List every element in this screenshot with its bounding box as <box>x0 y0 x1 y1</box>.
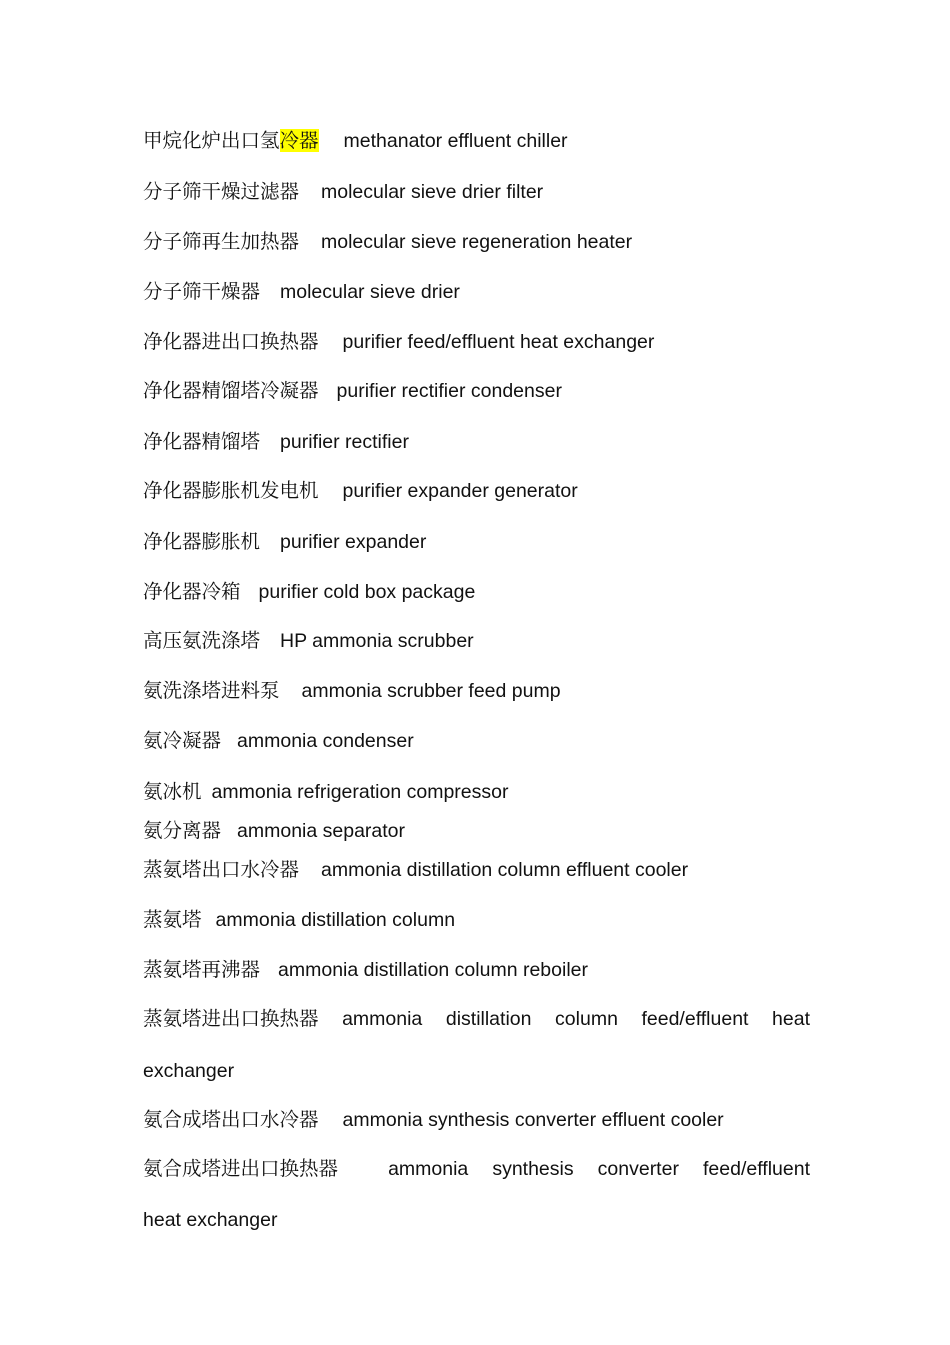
glossary-entry <box>143 780 508 804</box>
english-word: ammonia <box>342 1008 423 1030</box>
english-term: methanator effluent chiller <box>343 130 568 152</box>
chinese-term: 净化器冷箱 <box>143 580 241 603</box>
glossary-entry <box>143 580 475 604</box>
glossary-entry <box>143 819 405 843</box>
chinese-term: 氨冷凝器 <box>143 729 222 752</box>
english-term: ammonia distillation column reboiler <box>278 959 588 981</box>
glossary-entry <box>143 858 688 882</box>
glossary-entry <box>143 379 562 403</box>
glossary-entry <box>143 908 455 932</box>
glossary-entry <box>143 1157 810 1181</box>
glossary-entry <box>143 1007 810 1031</box>
english-term: heat exchanger <box>143 1209 278 1231</box>
english-word: feed/effluent <box>641 1008 749 1030</box>
english-word: heat <box>772 1008 810 1030</box>
chinese-term: 氨冰机 <box>143 780 202 803</box>
english-word: synthesis <box>492 1158 574 1180</box>
chinese-term: 分子筛干燥器 <box>143 280 261 303</box>
glossary-entry <box>143 958 588 982</box>
chinese-term: 氨合成塔出口水冷器 <box>143 1108 319 1131</box>
english-term: purifier feed/effluent heat exchanger <box>342 331 655 353</box>
glossary-entry <box>143 1108 724 1132</box>
glossary-entry <box>143 629 474 653</box>
glossary-entry-continuation <box>143 1208 277 1232</box>
chinese-term: 分子筛干燥过滤器 <box>143 180 300 203</box>
english-word: feed/effluent <box>703 1158 810 1180</box>
chinese-term: 蒸氨塔进出口换热器 <box>143 1007 319 1030</box>
chinese-term: 氨合成塔进出口换热器 <box>143 1157 339 1180</box>
english-term: ammonia synthesis converter effluent cooler <box>342 1109 724 1131</box>
chinese-term: 蒸氨塔出口水冷器 <box>143 858 300 881</box>
english-term: molecular sieve regeneration heater <box>321 231 633 253</box>
glossary-entry <box>143 330 654 354</box>
chinese-term: 蒸氨塔再沸器 <box>143 958 261 981</box>
glossary-entry <box>143 479 578 503</box>
english-term: ammonia condenser <box>237 730 414 752</box>
english-word: converter <box>597 1158 679 1180</box>
glossary-entry <box>143 729 414 753</box>
highlighted-text: 冷器 <box>279 129 319 152</box>
glossary-entry <box>143 180 543 204</box>
chinese-term: 净化器进出口换热器 <box>143 330 319 353</box>
chinese-term: 氨分离器 <box>143 819 222 842</box>
glossary-entry <box>143 430 409 454</box>
chinese-term: 甲烷化炉出口氢 <box>143 129 280 152</box>
chinese-term: 净化器膨胀机 <box>143 530 261 553</box>
english-term: HP ammonia scrubber <box>280 630 474 652</box>
english-term: ammonia separator <box>237 820 406 842</box>
english-term: exchanger <box>143 1060 235 1082</box>
english-term: molecular sieve drier <box>280 281 460 303</box>
chinese-term: 净化器精馏塔冷凝器 <box>143 379 319 402</box>
english-term: purifier expander generator <box>342 480 578 502</box>
english-word: column <box>555 1008 618 1030</box>
glossary-entry <box>143 679 561 703</box>
glossary-entry <box>143 280 460 304</box>
glossary-entry <box>143 530 426 554</box>
chinese-term: 净化器精馏塔 <box>143 430 261 453</box>
english-term: molecular sieve drier filter <box>321 181 544 203</box>
english-term: purifier rectifier condenser <box>336 380 562 402</box>
glossary-entry-continuation <box>143 1059 234 1083</box>
chinese-term: 净化器膨胀机发电机 <box>143 479 319 502</box>
english-term: ammonia distillation column <box>215 909 456 931</box>
english-word: ammonia <box>388 1158 469 1180</box>
english-term: ammonia scrubber feed pump <box>301 680 561 702</box>
glossary-entry <box>143 230 632 254</box>
chinese-term: 高压氨洗涤塔 <box>143 629 261 652</box>
glossary-entry <box>143 129 568 153</box>
chinese-term: 蒸氨塔 <box>143 908 202 931</box>
english-term: ammonia distillation column effluent cooler <box>321 859 689 881</box>
english-term: purifier expander <box>280 531 427 553</box>
english-term: purifier cold box package <box>258 581 476 603</box>
chinese-term: 分子筛再生加热器 <box>143 230 300 253</box>
chinese-term: 氨洗涤塔进料泵 <box>143 679 280 702</box>
english-term: purifier rectifier <box>280 431 409 453</box>
english-word: distillation <box>445 1008 532 1030</box>
english-term: ammonia refrigeration compressor <box>211 781 509 803</box>
